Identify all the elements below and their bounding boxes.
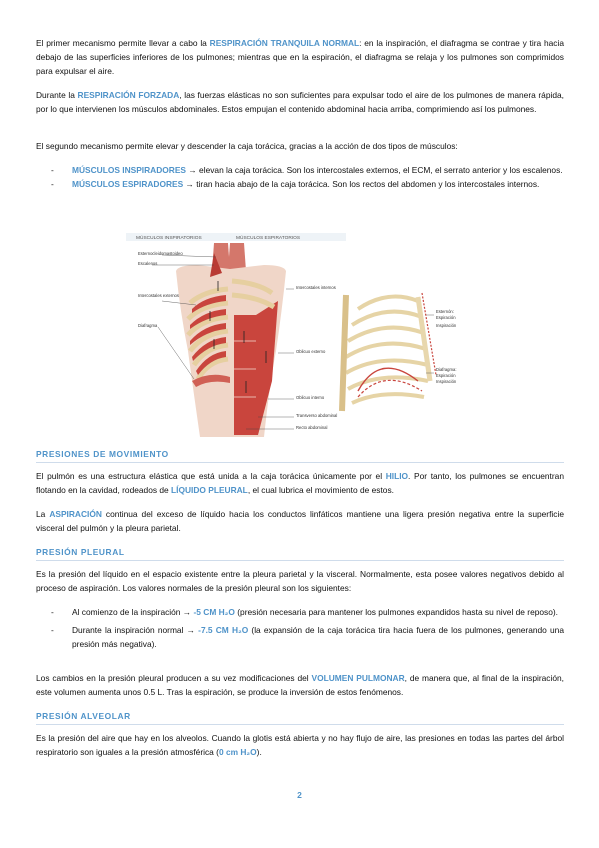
text: → elevan la caja torácica. Son los intercostales externos, el ECM, el serrato anterior y los escalenos.: [186, 165, 563, 175]
text: Es la presión del aire que hay en los alveolos. Cuando la glotis está abierta y no hay flujo de aire, las presiones en todas las partes del árbol respiratorio son iguales a la presión atmosférica (: [36, 733, 564, 757]
text: El pulmón es una estructura elástica que está unida a la caja torácica únicamente por el: [36, 471, 386, 481]
label-rectus-abdominal: Recto abdominal: [296, 425, 328, 430]
respiratory-muscles-figure: [118, 231, 473, 439]
text: : en la inspiración, el diafragma se contrae y tira hacia debajo de las superficies inferiores de los pulmones; mientras que en la espiración, el diafragma se relaja y los pulmones son comprimidos para expulsar el aire.: [36, 38, 565, 76]
label-diaphragm-expiration: Espiración: [436, 373, 456, 378]
text: La: [36, 509, 50, 519]
text: (presión necesaria para mantener los pulmones expandidos hasta su nivel de reposo).: [234, 607, 559, 617]
highlight-term: RESPIRACIÓN FORZADA: [77, 90, 180, 100]
text: El primer mecanismo permite llevar a cabo la: [36, 38, 210, 48]
text: → tiran hacia abajo de la caja torácica. Son los rectos del abdomen y los intercostales internos.: [183, 179, 540, 189]
text: , el cual lubrica el movimiento de estos.: [247, 485, 394, 495]
text: continua del exceso de líquido hacia los conductos linfáticos mantiene una ligera presión negativa entre la superficie visceral del pulmón y la pleura parietal.: [36, 509, 564, 533]
paragraph-second-mechanism: [36, 139, 564, 153]
label-sternum-inspiration: Inspiración: [436, 323, 457, 328]
paragraph-lung-volume: [36, 671, 564, 699]
bullet: -: [51, 625, 54, 635]
text: Al comienzo de la inspiración →: [72, 607, 194, 617]
text: El segundo mecanismo permite elevar y descender la caja torácica, gracias a la acción de dos tipos de músculos:: [36, 141, 458, 151]
highlight-value: 0 cm H₂O: [218, 747, 257, 757]
highlight-value: -7.5 CM H₂O: [198, 625, 249, 635]
paragraph-forced-breathing: [36, 88, 564, 116]
paragraph-aspiration: [36, 507, 564, 535]
highlight-value: -5 CM H₂O: [193, 607, 235, 617]
bullet: -: [51, 165, 54, 175]
text: Durante la: [36, 90, 78, 100]
figure-title-expiratory: MÚSCULOS ESPIRATORIOS: [236, 236, 301, 241]
label-sternum-expiration: Espiración: [436, 315, 456, 320]
list-item: [36, 605, 564, 619]
page-number: 2: [297, 790, 302, 800]
pressure-values-list: [36, 605, 564, 651]
list-item: [36, 623, 564, 651]
paragraph-alveolar-pressure: [36, 731, 564, 759]
text: , de manera que, al final de la inspiración, este volumen aumenta unos 0.5 L. Tras la espiración, se produce la inversión de estos fenómenos.: [36, 673, 564, 697]
section-heading: PRESIÓN ALVEOLAR: [36, 711, 564, 725]
label-internal-oblique: Oblicuo interno: [296, 395, 325, 400]
highlight-term: RESPIRACIÓN TRANQUILA NORMAL: [209, 38, 360, 48]
text: Los cambios en la presión pleural producen a su vez modificaciones del: [36, 673, 312, 683]
paragraph-pleural-pressure: [36, 567, 564, 595]
list-item: [36, 177, 564, 191]
label-scalenes: Escalenos: [138, 261, 158, 266]
list-item: [36, 163, 564, 177]
paragraph-quiet-breathing: [36, 36, 564, 78]
label-external-oblique: Oblicuo externo: [296, 349, 326, 354]
label-external-intercostals: Intercostales externos: [138, 293, 179, 298]
text: Durante la inspiración normal →: [72, 625, 199, 635]
section-heading: PRESIÓN PLEURAL: [36, 547, 564, 561]
label-sternum: Esternón:: [436, 309, 454, 314]
text: . Por tanto, los pulmones se encuentran flotando en la cavidad, rodeados de: [36, 471, 564, 495]
figure-title-inspiratory: MÚSCULOS INSPIRATORIOS: [136, 236, 202, 241]
bullet: -: [51, 607, 54, 617]
label-transverse-abdominal: Transverso abdominal: [296, 413, 338, 418]
label-sternocleidomastoid: Esternocleidomastoideo: [138, 251, 183, 256]
bullet: -: [51, 179, 54, 189]
section-heading: PRESIONES DE MOVIMIENTO: [36, 449, 564, 463]
text: (la expansión de la caja torácica tira hacia fuera de los pulmones, generando una presión más negativa).: [72, 625, 564, 649]
text: ).: [256, 747, 262, 757]
label-diaphragm-inspiration: Inspiración: [436, 379, 457, 384]
text: Es la presión del líquido en el espacio existente entre la pleura parietal y la visceral. Normalmente, esta posee valores negativos debido al proceso de aspiración. Los valores normales de la presión pleural son los siguientes:: [36, 569, 564, 593]
highlight-term: MÚSCULOS ESPIRADORES: [72, 179, 184, 189]
muscle-list: [36, 163, 564, 191]
highlight-term: ASPIRACIÓN: [49, 509, 102, 519]
highlight-term: MÚSCULOS INSPIRADORES: [72, 165, 187, 175]
highlight-term: LÍQUIDO PLEURAL: [171, 485, 248, 495]
text: , las fuerzas elásticas no son suficientes para expulsar todo el aire de los pulmones de manera rápida, por lo que intervienen los músculos abdominales. Estos empujan el contenido abdominal hacia arriba, comprimiendo así los pulmones.: [36, 90, 564, 114]
label-diaphragm: Diafragma: [138, 323, 158, 328]
paragraph-lung-hilum: [36, 469, 564, 497]
highlight-term: HILIO: [385, 471, 409, 481]
highlight-term: VOLUMEN PULMONAR: [311, 673, 405, 683]
label-diaphragm-side: Diafragma:: [436, 367, 457, 372]
label-internal-intercostals: Intercostales internos: [296, 285, 336, 290]
